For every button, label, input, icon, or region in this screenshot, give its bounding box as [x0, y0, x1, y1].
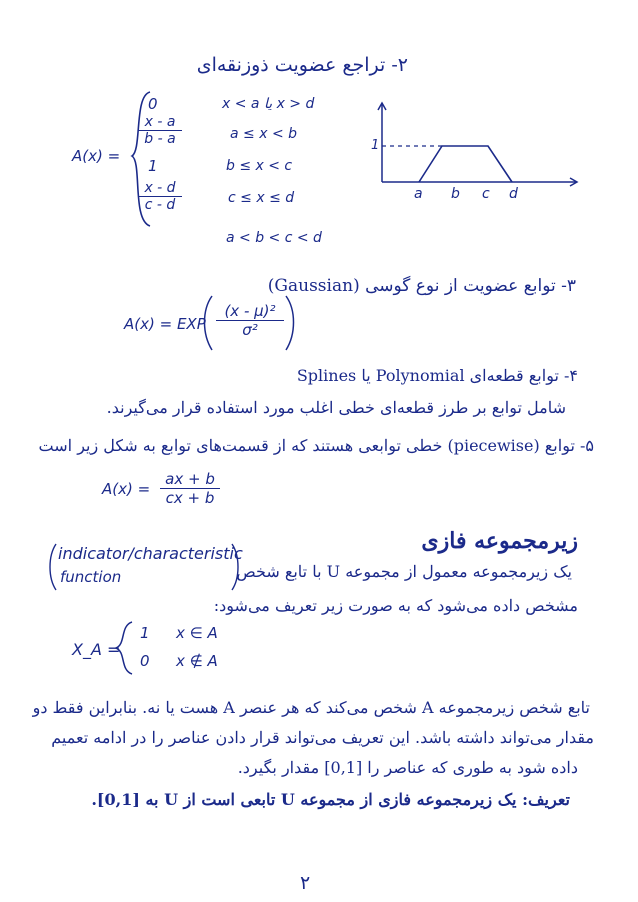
case-value-0: 0 [148, 95, 158, 113]
indicator-english-1: indicator/characteristic [58, 544, 243, 563]
indicator-lhs: X_A = [72, 640, 121, 659]
paragraph-line1: تابع شخص زیرمجموعه A شخص می‌کند که هر عنصر A هست یا نه. بنابراین فقط دو [32, 698, 590, 717]
case-value-2: 1 [148, 157, 158, 175]
graph-y-tick: 1 [371, 138, 380, 153]
crisp-title: زیرمجموعه فازی [421, 528, 578, 554]
case-condition-2: b ≤ x < c [226, 158, 293, 174]
section4-note: شامل توابع بر طرز قطعه‌ای خطی اغلب مورد استفاده قرار می‌گیرند. [106, 398, 566, 417]
section4-heading: ۴- توابع قطعه‌ای Polynomial یا Splines [296, 366, 578, 385]
paragraph-line3: داده شود به طوری که عناصر را [0,1] مقدار بگیرد. [237, 758, 578, 777]
indicator-case2-cond: x ∉ A [176, 652, 218, 670]
indicator-case1-value: 1 [140, 624, 150, 642]
case-fraction-1-den: b - a [144, 131, 176, 147]
order-constraint: a < b < c < d [226, 230, 322, 246]
gaussian-den: σ² [242, 321, 258, 339]
indicator-english-2: function [60, 568, 122, 586]
graph-x-tick-d: d [509, 186, 518, 202]
page-number: ۲ [300, 872, 311, 894]
case-condition-0: x < a یا x > d [222, 96, 315, 112]
crisp-line2: مشخص داده می‌شود که به صورت زیر تعریف می‌شود: [213, 596, 578, 615]
case-condition-3: c ≤ x ≤ d [228, 190, 295, 206]
section5-heading: ۵- توابع (piecewise) خطی توابعی هستند که از قسمت‌های توابع به شکل زیر است [38, 436, 594, 455]
rational-num: ax + b [160, 470, 220, 489]
section2-heading: ۲- تراجع عضویت ذوزنقه‌ای [196, 54, 408, 76]
graph-x-tick-a: a [414, 186, 423, 202]
gaussian-lhs: A(x) = EXP [124, 315, 206, 333]
section2-lhs: A(x) = [72, 147, 121, 165]
graph-x-tick-c: c [482, 186, 490, 202]
indicator-case1-cond: x ∈ A [176, 624, 218, 642]
indicator-case2-value: 0 [140, 652, 150, 670]
graph-x-tick-b: b [451, 186, 460, 202]
case-fraction-1-num: x - a [138, 114, 182, 131]
case-condition-1: a ≤ x < b [230, 126, 298, 142]
fuzzy-subset-definition: تعریف: یک زیرمجموعه فازی از مجموعه U تابعی است از U به [0,1]. [91, 790, 570, 809]
crisp-line1: یک زیرمجموعه معمول از مجموعه U با تابع شخص [236, 562, 572, 581]
rational-den: cx + b [165, 489, 215, 507]
section3-heading: ۳- توابع عضویت از نوع گوسی (Gaussian) [267, 276, 576, 296]
paragraph-line2: مقدار می‌تواند داشته باشد. این تعریف می‌تواند قرار دادن عناصر را در ادامه تعمیم [51, 728, 594, 747]
rational-lhs: A(x) = [102, 480, 151, 498]
case-fraction-3-den: c - d [144, 197, 176, 213]
gaussian-num: (x - μ)² [216, 302, 284, 321]
case-fraction-3-num: x - d [138, 180, 182, 197]
